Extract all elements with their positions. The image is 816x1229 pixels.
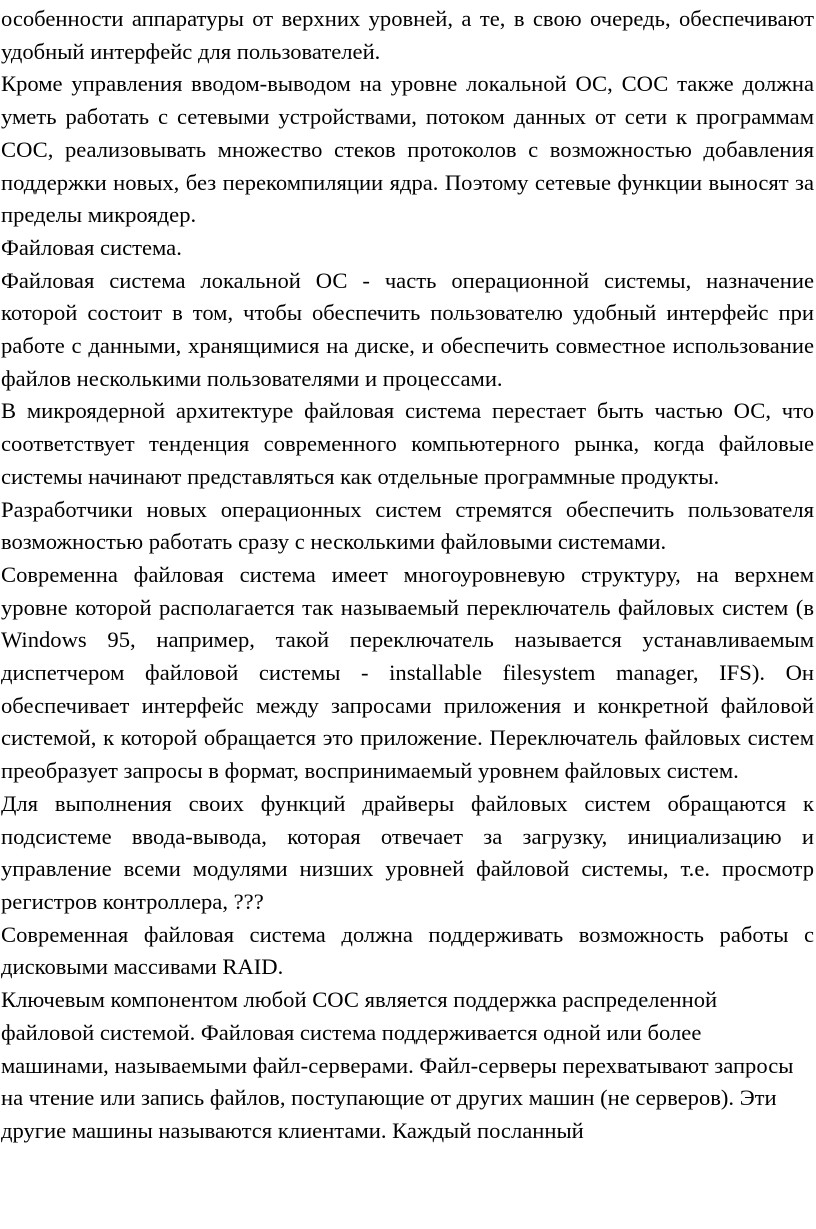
paragraph-local-fs: Файловая система локальной ОС - часть операционной системы, назначение которой состоит в том, чтобы обеспечить пользователю удобный интерфейс при работе с данными, хранящимися на диске, и обеспечить совместное использование файлов несколькими пользователями и процессами. bbox=[1, 267, 814, 391]
paragraph-network-io: Кроме управления вводом-выводом на уровне локальной ОС, СОС также должна уметь работать с сетевыми устройствами, потоком данных от сети к программам СОС, реализовывать множество стеков протоколов с возможностью добавления поддержки новых, без перекомпиляции ядра. Поэтому сетевые функции выносят за пределы микроядер. bbox=[1, 71, 814, 228]
paragraph-multiple-fs: Разработчики новых операционных систем стремятся обеспечить пользователя возможностью работать сразу с несколькими файловыми системами. bbox=[1, 496, 814, 555]
paragraph-multilevel-structure: Современна файловая система имеет многоуровневую структуру, на верхнем уровне которой располагается так называемый переключатель файловых систем (в Windows 95, например, такой переключатель называется устанавливаемым диспетчером файловой системы - installable filesystem manager, IFS). Он обеспечивает интерфейс между запросами приложения и конкретной файловой системой, к которой обращается это приложение. Переключатель файловых систем преобразует запросы в формат, воспринимаемый уровнем файловых систем. bbox=[1, 561, 814, 784]
paragraph-distributed-fs: Ключевым компонентом любой СОС является поддержка распределенной файловой системой. Файловая система поддерживается одной или более машинами, называемыми файл-серверами. Файл-серверы перехватывают запросы на чтение или запись файлов, поступающие от других машин (не серверов). Эти другие машины называются клиентами. Каждый посланный bbox=[1, 987, 794, 1143]
paragraph-raid: Современная файловая система должна поддерживать возможность работы с дисковыми массивами RAID. bbox=[1, 921, 814, 980]
section-heading-file-system: Файловая система. bbox=[1, 234, 182, 260]
paragraph-continuation: особенности аппаратуры от верхних уровней, а те, в свою очередь, обеспечивают удобный интерфейс для пользователей. bbox=[1, 6, 814, 64]
paragraph-fs-drivers: Для выполнения своих функций драйверы файловых систем обращаются к подсистеме ввода-вывода, которая отвечает за загрузку, инициализацию и управление всеми модулями низших уровней файловой системы, т.е. просмотр регистров контроллера, ??? bbox=[1, 790, 814, 914]
paragraph-microkernel-fs: В микроядерной архитектуре файловая система перестает быть частью ОС, что соответствует тенденция современного компьютерного рынка, когда файловые системы начинают представляться как отдельные программные продукты. bbox=[1, 398, 814, 489]
